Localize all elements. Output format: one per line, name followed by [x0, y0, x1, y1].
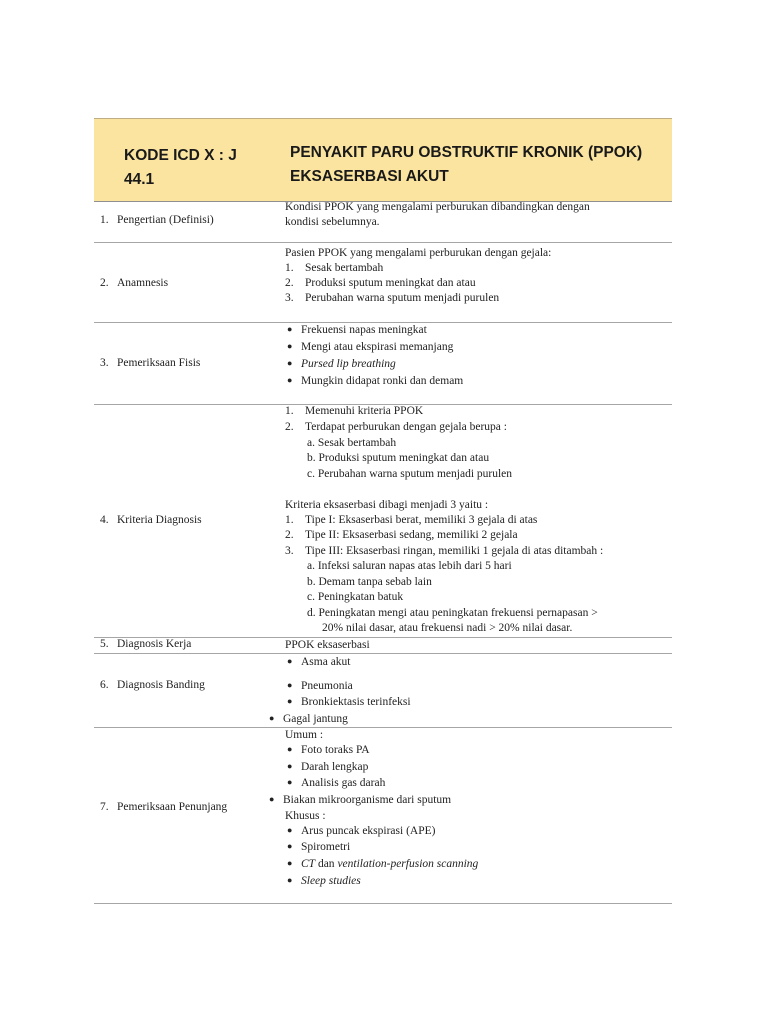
row-label-kriteria-diagnosis: 4. Kriteria Diagnosis [100, 514, 202, 526]
list-item: 1. Memenuhi kriteria PPOK [285, 405, 424, 417]
bullet-item: ● Frekuensi napas meningkat [287, 324, 427, 336]
list-item: 2. Produksi sputum meningkat dan atau [285, 277, 476, 289]
sub-item: c. Perubahan warna sputum menjadi purulen [307, 468, 513, 480]
bullet-item: ● Foto toraks PA [287, 744, 370, 756]
row-label-diagnosis-banding: 6. Diagnosis Banding [100, 679, 205, 691]
sub-item: a. Infeksi saluran napas atas lebih dari 5 hari [307, 560, 512, 572]
sub-item: d. Peningkatan mengi atau peningkatan frekuensi pernapasan > [307, 607, 598, 619]
bullet-item: ● Mengi atau ekspirasi memanjang [287, 341, 454, 353]
umum-heading: Umum : [285, 729, 324, 741]
sub-item-continued: 20% nilai dasar, atau frekuensi nadi > 20% nilai dasar. [322, 622, 573, 634]
bullet-item: ● Analisis gas darah [287, 777, 386, 789]
row-label-diagnosis-kerja: 5. Diagnosis Kerja [100, 638, 192, 650]
table-header [94, 118, 672, 202]
anamnesis-intro: Pasien PPOK yang mengalami perburukan dengan gejala: [285, 247, 552, 259]
list-item: 1. Tipe I: Eksaserbasi berat, memiliki 3 gejala di atas [285, 514, 538, 526]
list-item: 3. Perubahan warna sputum menjadi purulen [285, 292, 500, 304]
bullet-item: ● Spirometri [287, 841, 351, 853]
sub-item: b. Produksi sputum meningkat dan atau [307, 452, 490, 464]
icd-code: KODE ICD X : J 44.1 [124, 147, 237, 188]
khusus-heading: Khusus : [285, 810, 326, 822]
bullet-item: ● Arus puncak ekspirasi (APE) [287, 825, 436, 837]
kriteria-intro: Kriteria eksaserbasi dibagi menjadi 3 yaitu : [285, 499, 489, 511]
bullet-item: ● Asma akut [287, 656, 351, 668]
sub-item: a. Sesak bertambah [307, 437, 397, 449]
bullet-item: ● Gagal jantung [269, 713, 348, 725]
row-divider [94, 727, 672, 728]
disease-title: PENYAKIT PARU OBSTRUKTIF KRONIK (PPOK) EKSASERBASI AKUT [290, 144, 643, 185]
bullet-item: ● Pursed lip breathing [287, 358, 396, 370]
sub-item: c. Peningkatan batuk [307, 591, 404, 603]
sub-item: b. Demam tanpa sebab lain [307, 576, 432, 588]
row-label-anamnesis: 2. Anamnesis [100, 277, 169, 289]
row-label-pemeriksaan-fisis: 3. Pemeriksaan Fisis [100, 357, 201, 369]
bullet-item: ● Sleep studies [287, 875, 361, 887]
row-divider [94, 653, 672, 654]
bullet-item: ● Biakan mikroorganisme dari sputum [269, 794, 452, 806]
row-label-pemeriksaan-penunjang: 7. Pemeriksaan Penunjang [100, 801, 228, 813]
list-item: 1. Sesak bertambah [285, 262, 384, 274]
bullet-item: ● Pneumonia [287, 680, 353, 692]
list-item: 3. Tipe III: Eksaserbasi ringan, memiliki 1 gejala di atas ditambah : [285, 545, 604, 557]
table-bottom-border [94, 903, 672, 904]
definisi-line-2: kondisi sebelumnya. [285, 216, 380, 228]
list-item: 2. Terdapat perburukan dengan gejala berupa : [285, 421, 507, 433]
list-item: 2. Tipe II: Eksaserbasi sedang, memiliki 2 gejala [285, 529, 518, 541]
diagnosis-kerja-text: PPOK eksaserbasi [285, 639, 370, 651]
row-divider [94, 322, 672, 323]
bullet-item: ● Bronkiektasis terinfeksi [287, 696, 411, 708]
bullet-item: ● Darah lengkap [287, 761, 369, 773]
row-divider [94, 242, 672, 243]
row-label-definisi: 1. Pengertian (Definisi) [100, 214, 214, 226]
bullet-item: ● CT dan ventilation-perfusion scanning [287, 858, 479, 870]
bullet-item: ● Mungkin didapat ronki dan demam [287, 375, 464, 387]
definisi-line-1: Kondisi PPOK yang mengalami perburukan dibandingkan dengan [285, 201, 590, 213]
